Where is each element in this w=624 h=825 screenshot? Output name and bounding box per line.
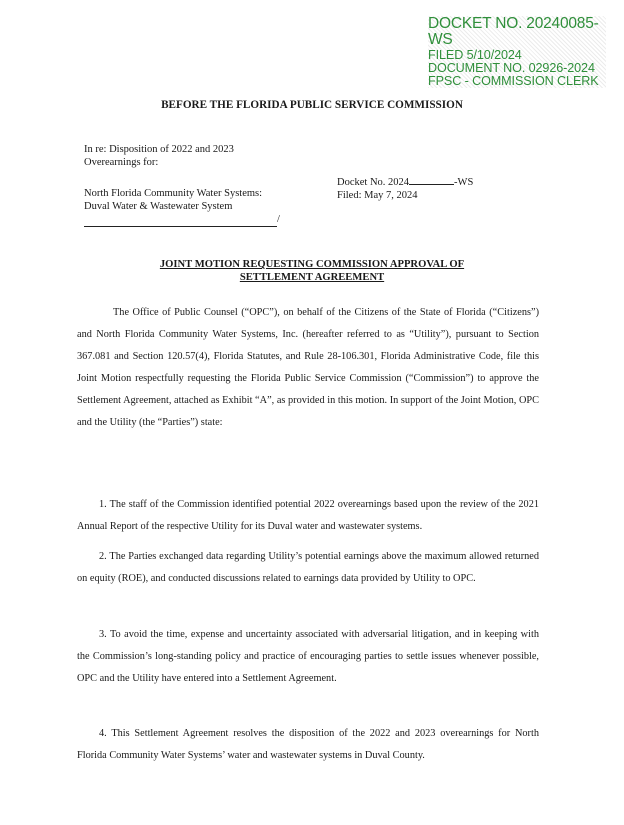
filing-stamp (428, 16, 606, 88)
commission-heading: BEFORE THE FLORIDA PUBLIC SERVICE COMMISSION (161, 99, 463, 111)
numbered-paragraph-4: 4. This Settlement Agreement resolves the disposition of the 2022 and 2023 overearnings for North Florida Community Water Systems’ water and wastewater systems in Duval County. (77, 728, 539, 761)
intro-paragraph: The Office of Public Counsel (“OPC”), on behalf of the Citizens of the State of Florida (“Citizens”) and North Florida Community Water Systems, Inc. (hereafter referred to as “Utility”), pursuant to Section 367.081 and Section 120.57(4), Florida Statutes, and Rule 28-106.301, Florida Administrative Code, file this Joint Motion respectfully requesting the Florida Public Service Commission (“Commission”) to approve the Settlement Agreement, attached as Exhibit “A”, as provided in this motion. In support of the Joint Motion, OPC and the Utility (the “Parties”) state: (77, 307, 539, 428)
stamp-filed: FILED 5/10/2024 (428, 47, 522, 62)
numbered-paragraph-2: 2. The Parties exchanged data regarding Utility’s potential earnings above the maximum allowed returned on equity (ROE), and conducted discussions related to earnings data provided by Utility to OPC. (77, 551, 539, 584)
docket-blank (409, 174, 454, 185)
case-caption-right (337, 174, 537, 202)
stamp-document: DOCUMENT NO. 02926-2024 (428, 60, 595, 75)
party-line-2: Duval Water & Wastewater System (84, 201, 233, 212)
caption-rule-end: / (277, 214, 280, 225)
numbered-paragraph-1: 1. The staff of the Commission identified potential 2022 overearnings based upon the review of the 2021 Annual Report of the respective Utility for its Duval water and wastewater systems. (77, 499, 539, 532)
docket-number (337, 174, 537, 189)
filed-date: Filed: May 7, 2024 (337, 190, 418, 201)
motion-title-line-1: JOINT MOTION REQUESTING COMMISSION APPROVAL OF (159, 259, 465, 270)
in-re-line-2: Overearnings for: (84, 157, 159, 168)
stamp-clerk: FPSC - COMMISSION CLERK (428, 73, 599, 88)
motion-title-line-2: SETTLEMENT AGREEMENT (239, 272, 385, 283)
in-re-line-1: In re: Disposition of 2022 and 2023 (84, 144, 234, 155)
case-caption-left (84, 143, 314, 227)
party-line-1: North Florida Community Water Systems: (84, 188, 263, 199)
motion-title (0, 258, 624, 284)
caption-rule (84, 213, 314, 227)
docket-suffix: -WS (454, 177, 474, 188)
stamp-docket: DOCKET NO. 20240085-WS (428, 15, 599, 49)
numbered-paragraph-3: 3. To avoid the time, expense and uncertainty associated with adversarial litigation, and in keeping with the Commission’s long-standing policy and practice of encouraging parties to settle issues whenever possible, OPC and the Utility have entered into a Settlement Agreement. (77, 629, 539, 684)
docket-prefix: Docket No. 2024 (337, 177, 410, 188)
